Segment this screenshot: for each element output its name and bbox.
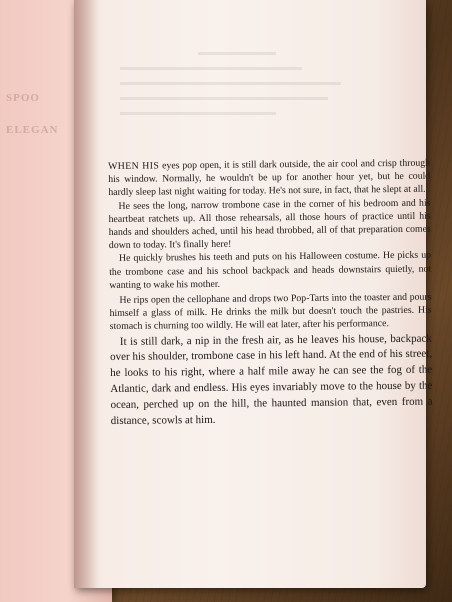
paragraph-5: It is still dark, a nip in the fresh air, as he leaves his house, backpack over his shoulder, trombone case in his left hand. At the end of his street, he looks to his right, where a half mile away he can see the fog of the Atlantic, dark and endless. His eyes invariably move to the house by the ocean, perched up on the hill, the haunted mansion that, even from a distance, scowls at him.: [110, 332, 433, 427]
chapter-lead: WHEN HIS: [108, 160, 160, 172]
left-page-fragment: ELEGAN: [6, 124, 59, 136]
book-gutter-shadow: [74, 0, 98, 588]
page-text: [108, 157, 433, 430]
paragraph-text: eyes pop open, it is still dark outside, the air cool and crisp through his window. Normally, he wouldn't be up for another hour yet, but he could hardly sleep last night waiting for today. He's not sure, in fact, that he slept at all.: [108, 157, 431, 199]
paragraph-4: He rips open the cellophane and drops two Pop-Tarts into the toaster and pours himself a glass of milk. He drinks the milk but doesn't touch the pastries. His stomach is churning too wildly. He will eat later, after his performance.: [109, 291, 432, 333]
left-page-fragment: SPOO: [6, 92, 40, 104]
paragraph-1: [108, 157, 430, 200]
paragraph-3: He quickly brushes his teeth and puts on his Halloween costume. He picks up the trombone case and his school backpack and heads downstairs quietly, not wanting to wake his mother.: [109, 250, 432, 291]
paragraph-2: He sees the long, narrow trombone case in the corner of his bedroom and his heartbeat ratchets up. All those rehearsals, all those hours of practice until his hands and shoulders ached, until his head throbbed, all of that preparation comes down to today. It's finally here!: [108, 197, 431, 252]
show-through-text: [120, 40, 380, 160]
